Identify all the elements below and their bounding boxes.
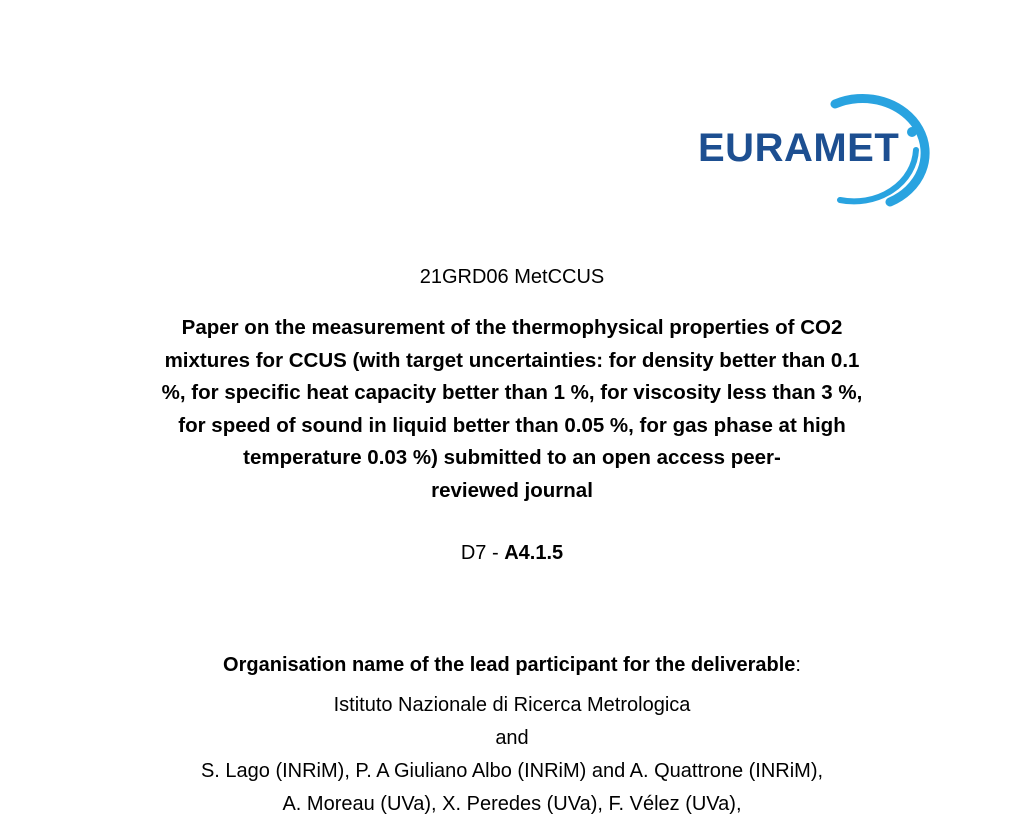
- organisation-heading-colon: :: [795, 654, 801, 676]
- organisation-heading: [0, 649, 1024, 681]
- organisation-heading-text: Organisation name of the lead participant for the deliverable: [223, 654, 796, 676]
- title-line: %, for specific heat capacity better than 1 %, for viscosity less than 3 %,: [161, 381, 863, 404]
- document-title: [0, 312, 1024, 507]
- deliverable-code: A4.1.5: [504, 542, 564, 564]
- authors-line: A. Moreau (UVa), X. Peredes (UVa), F. Vélez (UVa),: [282, 793, 742, 815]
- title-line: for speed of sound in liquid better than 0.05 %, for gas phase at high: [178, 413, 846, 437]
- title-line: reviewed journal: [431, 478, 593, 502]
- deliverable-id: [0, 537, 1024, 569]
- title-line: Paper on the measurement of the thermophysical properties of CO2: [181, 316, 843, 339]
- deliverable-prefix: D7 -: [460, 542, 505, 564]
- title-line: mixtures for CCUS (with target uncertainties: for density better than 0.1: [164, 348, 860, 372]
- title-line: temperature 0.03 %) submitted to an open access peer-: [243, 446, 781, 469]
- project-code: 21GRD06 MetCCUS: [419, 266, 605, 288]
- conjunction-text: and: [495, 727, 529, 749]
- organisation-name: Istituto Nazionale di Ricerca Metrologica: [333, 694, 691, 716]
- authors-line: S. Lago (INRiM), P. A Giuliano Albo (INRiM) and A. Quattrone (INRiM),: [200, 760, 824, 782]
- logo-wordmark: EURAMET: [698, 126, 900, 170]
- euramet-logo: [690, 92, 930, 212]
